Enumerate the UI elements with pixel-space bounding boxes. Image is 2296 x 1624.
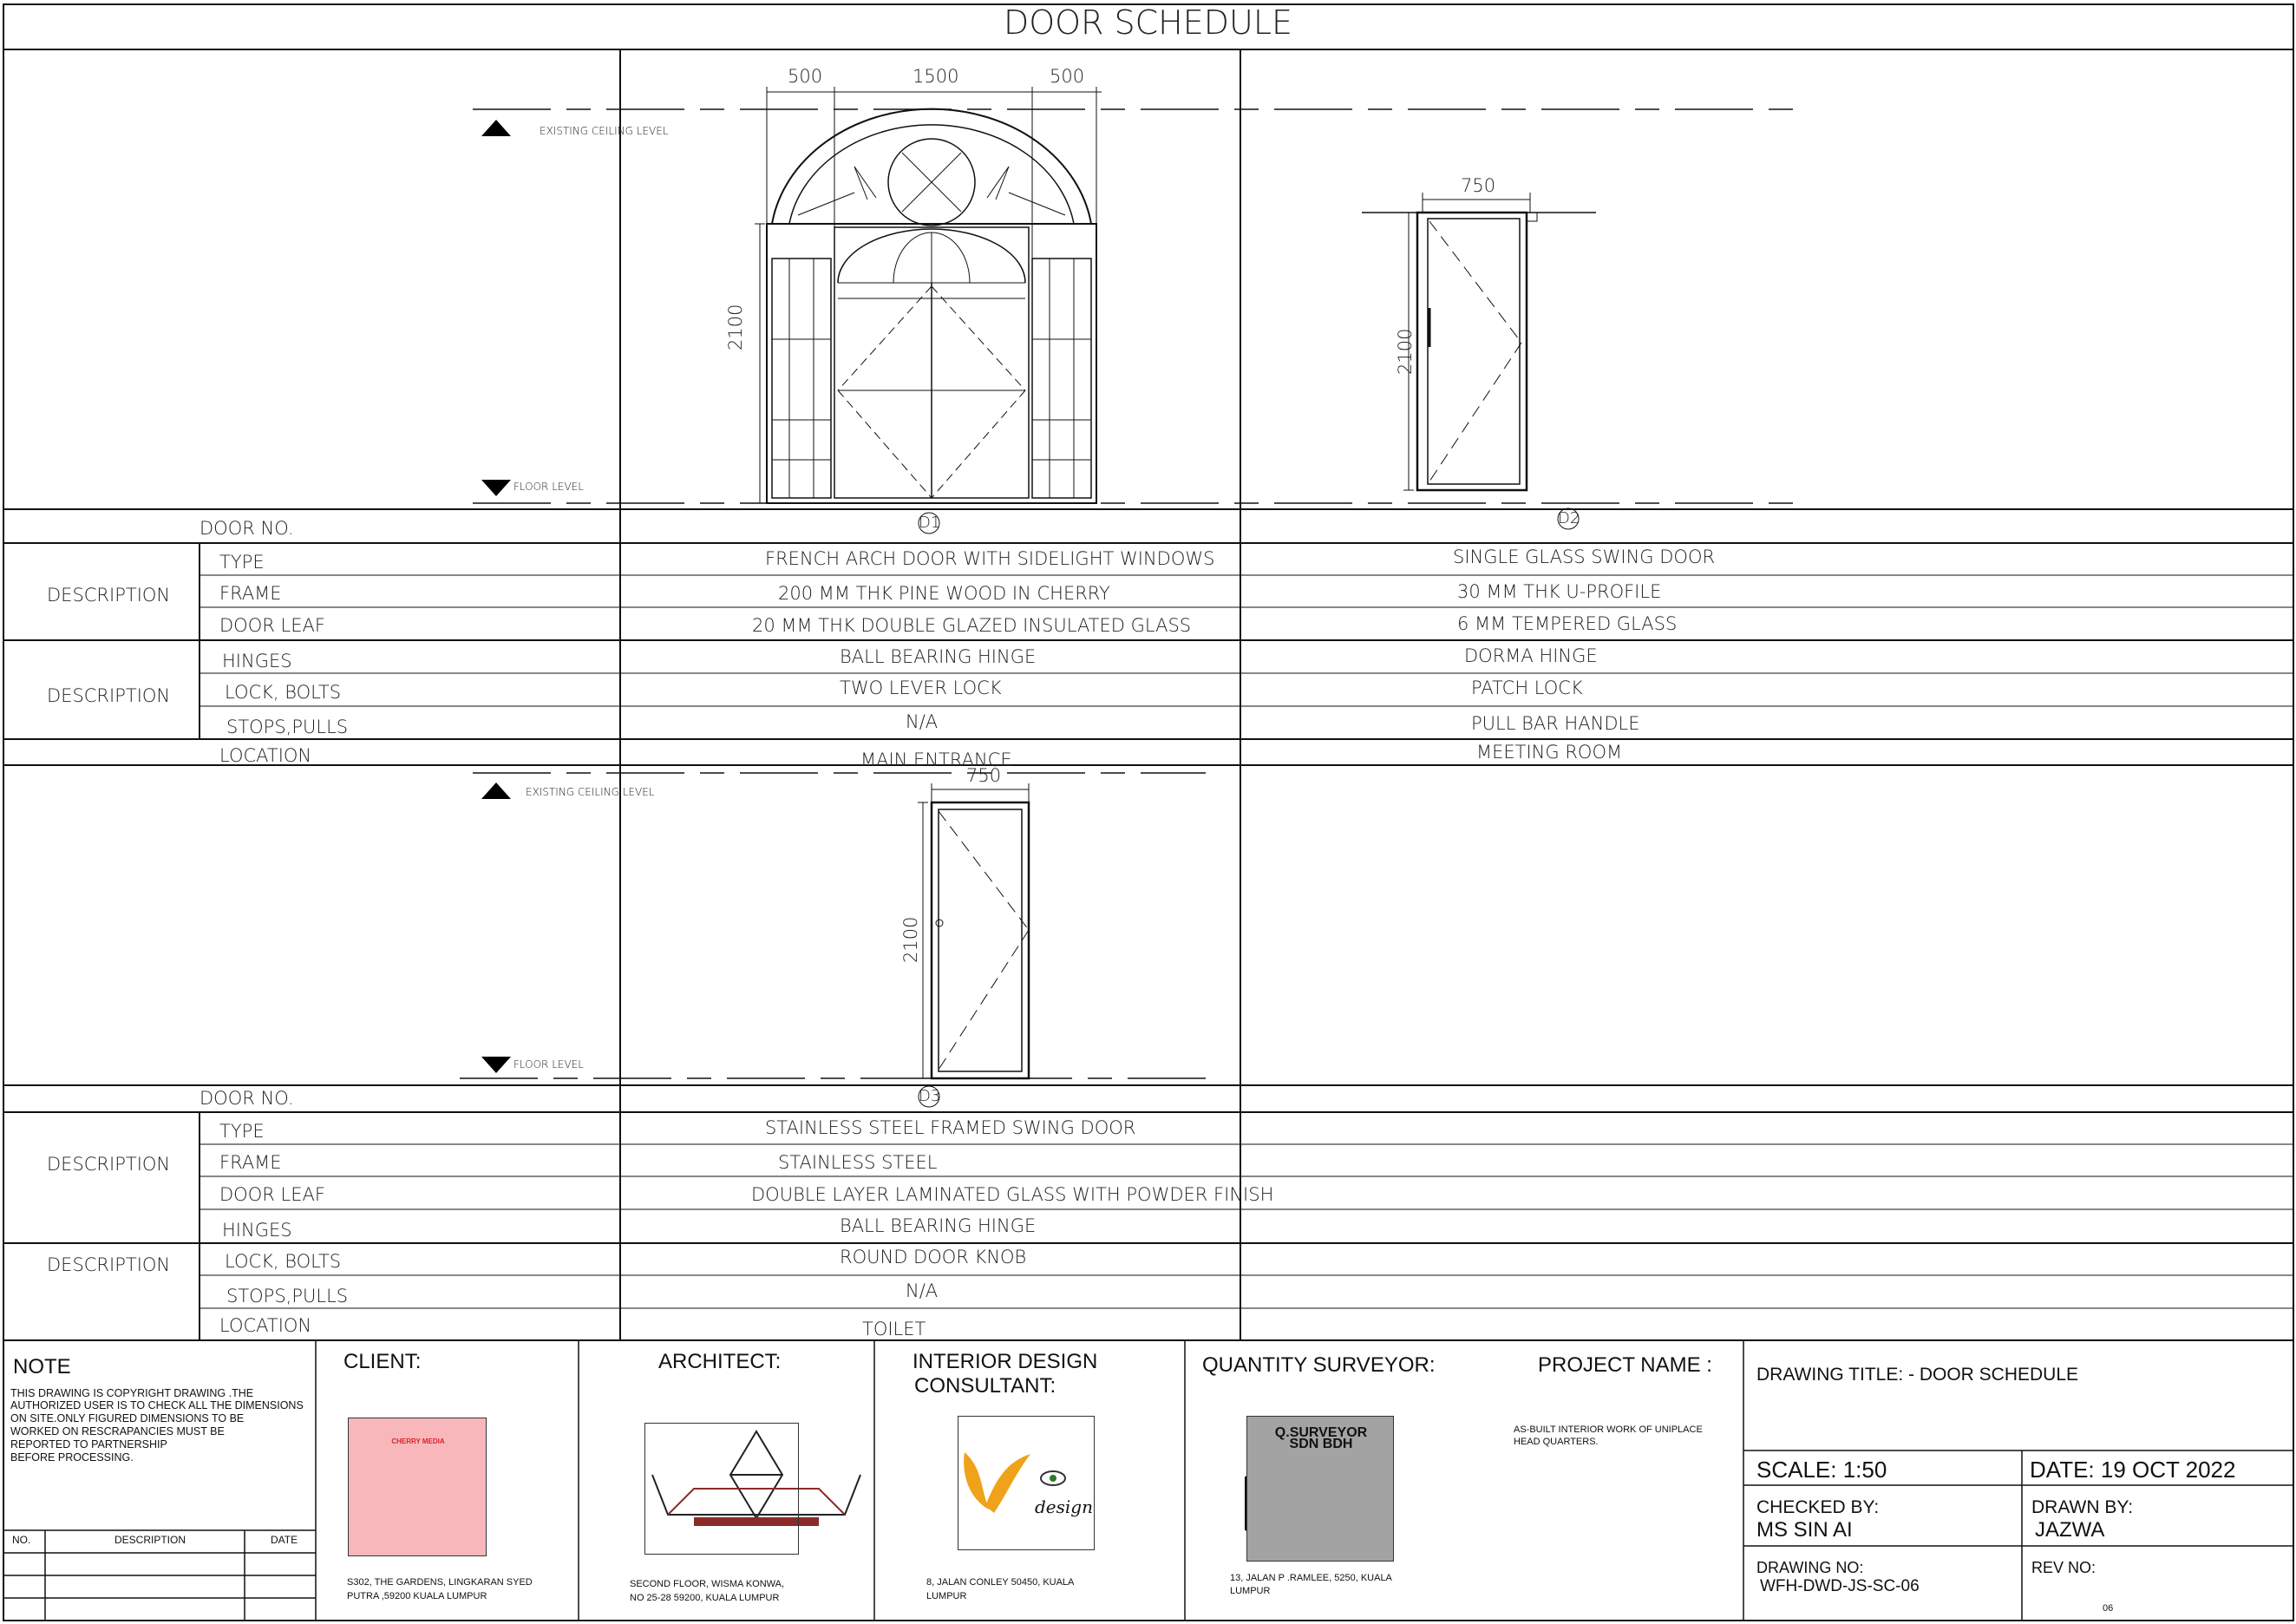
note-line-4: WORKED ON RESCRAPANCIES MUST BE xyxy=(10,1425,225,1437)
location-label-2: LOCATION xyxy=(219,1315,312,1336)
d3-dim-width: 750 xyxy=(966,765,1002,786)
location-label-1: LOCATION xyxy=(219,745,312,766)
ceiling-level-label-2: EXISTING CEILING LEVEL xyxy=(526,786,655,798)
qs-logo xyxy=(1246,1416,1394,1562)
interior-logo xyxy=(958,1416,1095,1550)
floor-level-label-2: FLOOR LEVEL xyxy=(513,1058,584,1071)
drawing-no: WFH-DWD-JS-SC-06 xyxy=(1760,1577,1920,1595)
architect-address-1: SECOND FLOOR, WISMA KONWA, xyxy=(630,1579,785,1589)
d3-location: TOILET xyxy=(862,1319,926,1339)
floor-level-label-1: FLOOR LEVEL xyxy=(513,481,584,493)
client-address-1: S302, THE GARDENS, LINGKARAN SYED xyxy=(347,1577,533,1588)
interior-address-2: LUMPUR xyxy=(926,1591,967,1601)
d2-frame: 30 MM THK U-PROFILE xyxy=(1457,581,1662,602)
note-line-6: BEFORE PROCESSING. xyxy=(10,1451,134,1464)
stops-pulls-label-1: STOPS,PULLS xyxy=(226,717,349,737)
d1-stops-pulls: N/A xyxy=(906,711,939,732)
ceiling-level-label-1: EXISTING CEILING LEVEL xyxy=(540,125,669,137)
d3-tag: D3 xyxy=(919,1087,941,1105)
d3-stops-pulls: N/A xyxy=(906,1280,939,1301)
drawn-by-label: DRAWN BY: xyxy=(2031,1497,2134,1517)
d1-dim-right: 500 xyxy=(1050,66,1085,87)
architect-label: ARCHITECT: xyxy=(658,1350,782,1373)
scale: SCALE: 1:50 xyxy=(1756,1457,1887,1483)
rev-header-date: DATE xyxy=(271,1534,298,1546)
d3-frame: STAINLESS STEEL xyxy=(778,1152,938,1173)
lock-bolts-label-1: LOCK, BOLTS xyxy=(225,682,342,703)
description-label-2b: DESCRIPTION xyxy=(47,1254,171,1275)
lock-bolts-label-2: LOCK, BOLTS xyxy=(225,1251,342,1272)
drawing-title: DRAWING TITLE: - DOOR SCHEDULE xyxy=(1756,1365,2079,1385)
architect-logo xyxy=(644,1423,799,1555)
qs-address-1: 13, JALAN P .RAMLEE, 5250, KUALA xyxy=(1230,1573,1392,1583)
d1-type: FRENCH ARCH DOOR WITH SIDELIGHT WINDOWS xyxy=(765,548,1215,569)
note-line-2: AUTHORIZED USER IS TO CHECK ALL THE DIMENSIONS xyxy=(10,1399,304,1411)
d2-door-leaf: 6 MM TEMPERED GLASS xyxy=(1457,613,1678,634)
d2-location: MEETING ROOM xyxy=(1476,742,1623,763)
client-label: CLIENT: xyxy=(343,1350,422,1373)
date: DATE: 19 OCT 2022 xyxy=(2030,1457,2236,1483)
rev-header-no: NO. xyxy=(12,1534,31,1546)
d3-lock-bolts: ROUND DOOR KNOB xyxy=(840,1247,1027,1267)
door-no-label-2: DOOR NO. xyxy=(200,1088,294,1109)
note-heading: NOTE xyxy=(13,1355,71,1378)
qs-address-2: LUMPUR xyxy=(1230,1586,1271,1596)
rev-no: 06 xyxy=(2103,1603,2114,1614)
interior-address-1: 8, JALAN CONLEY 50450, KUALA xyxy=(926,1577,1075,1588)
client-address-2: PUTRA ,59200 KUALA LUMPUR xyxy=(347,1591,487,1601)
d3-elevation xyxy=(460,773,1206,1107)
description-label-1a: DESCRIPTION xyxy=(47,585,171,606)
d1-lock-bolts: TWO LEVER LOCK xyxy=(840,678,1002,698)
rev-header-description: DESCRIPTION xyxy=(114,1534,186,1546)
note-line-1: THIS DRAWING IS COPYRIGHT DRAWING .THE xyxy=(10,1387,254,1399)
level-markers xyxy=(481,120,511,1073)
d1-hinges: BALL BEARING HINGE xyxy=(840,646,1037,667)
d1-dim-height: 2100 xyxy=(725,304,746,350)
qs-label: QUANTITY SURVEYOR: xyxy=(1202,1353,1436,1377)
d3-type: STAINLESS STEEL FRAMED SWING DOOR xyxy=(765,1117,1136,1138)
d1-dim-center: 1500 xyxy=(913,66,959,87)
stops-pulls-label-2: STOPS,PULLS xyxy=(226,1286,349,1306)
frame-label-2: FRAME xyxy=(219,1152,282,1173)
interior-logo-text: design xyxy=(1035,1496,1093,1517)
door-leaf-label-1: DOOR LEAF xyxy=(219,615,325,636)
type-label-2: TYPE xyxy=(219,1121,265,1142)
d1-elevation xyxy=(473,87,1800,534)
client-logo-text: CHERRY MEDIA xyxy=(391,1437,445,1445)
type-label-1: TYPE xyxy=(219,552,265,573)
d1-location: MAIN ENTRANCE xyxy=(860,750,1012,770)
project-name-2: HEAD QUARTERS. xyxy=(1514,1437,1599,1447)
project-name-1: AS-BUILT INTERIOR WORK OF UNIPLACE xyxy=(1514,1424,1703,1435)
interior-label-2: CONSULTANT: xyxy=(914,1374,1056,1398)
architect-address-2: NO 25-28 59200, KUALA LUMPUR xyxy=(630,1593,780,1603)
d1-dim-left: 500 xyxy=(788,66,823,87)
qs-logo-text-2: SDN BDH xyxy=(1289,1437,1353,1451)
checked-by-label: CHECKED BY: xyxy=(1756,1497,1880,1517)
d2-lock-bolts: PATCH LOCK xyxy=(1471,678,1583,698)
description-label-2a: DESCRIPTION xyxy=(47,1154,171,1175)
hinges-label-2: HINGES xyxy=(222,1220,292,1241)
description-label-1b: DESCRIPTION xyxy=(47,685,171,706)
qs-logo-text-1: Q.SURVEYOR xyxy=(1274,1425,1368,1440)
door-leaf-label-2: DOOR LEAF xyxy=(219,1184,325,1205)
d2-tag: D2 xyxy=(1558,509,1580,527)
d2-stops-pulls: PULL BAR HANDLE xyxy=(1471,713,1640,734)
d3-hinges: BALL BEARING HINGE xyxy=(840,1215,1037,1236)
drawn-by: JAZWA xyxy=(2035,1518,2105,1542)
d2-dim-height: 2100 xyxy=(1395,328,1416,375)
client-logo xyxy=(348,1418,487,1556)
page-title: DOOR SCHEDULE xyxy=(1003,3,1293,42)
rev-no-label: REV NO: xyxy=(2031,1559,2096,1576)
checked-by: MS SIN AI xyxy=(1756,1518,1853,1542)
d2-type: SINGLE GLASS SWING DOOR xyxy=(1453,547,1716,567)
door-no-label-1: DOOR NO. xyxy=(200,518,294,539)
note-line-3: ON SITE.ONLY FIGURED DIMENSIONS TO BE xyxy=(10,1412,245,1424)
d1-frame: 200 MM THK PINE WOOD IN CHERRY xyxy=(778,583,1110,604)
interior-label-1: INTERIOR DESIGN xyxy=(913,1350,1098,1373)
d2-hinges: DORMA HINGE xyxy=(1464,645,1598,666)
d1-door-leaf: 20 MM THK DOUBLE GLAZED INSULATED GLASS xyxy=(752,615,1192,636)
frame-label-1: FRAME xyxy=(219,583,282,604)
d3-door-leaf: DOUBLE LAYER LAMINATED GLASS WITH POWDER FINISH xyxy=(751,1184,1274,1205)
hinges-label-1: HINGES xyxy=(222,651,292,671)
d1-tag: D1 xyxy=(919,514,941,532)
d3-dim-height: 2100 xyxy=(900,916,921,963)
architect-logo-text: ARC COMPANY xyxy=(693,1534,752,1542)
note-line-5: REPORTED TO PARTNERSHIP xyxy=(10,1438,167,1450)
drawing-no-label: DRAWING NO: xyxy=(1756,1559,1864,1576)
d2-dim-width: 750 xyxy=(1461,175,1496,196)
project-label: PROJECT NAME : xyxy=(1538,1353,1712,1377)
